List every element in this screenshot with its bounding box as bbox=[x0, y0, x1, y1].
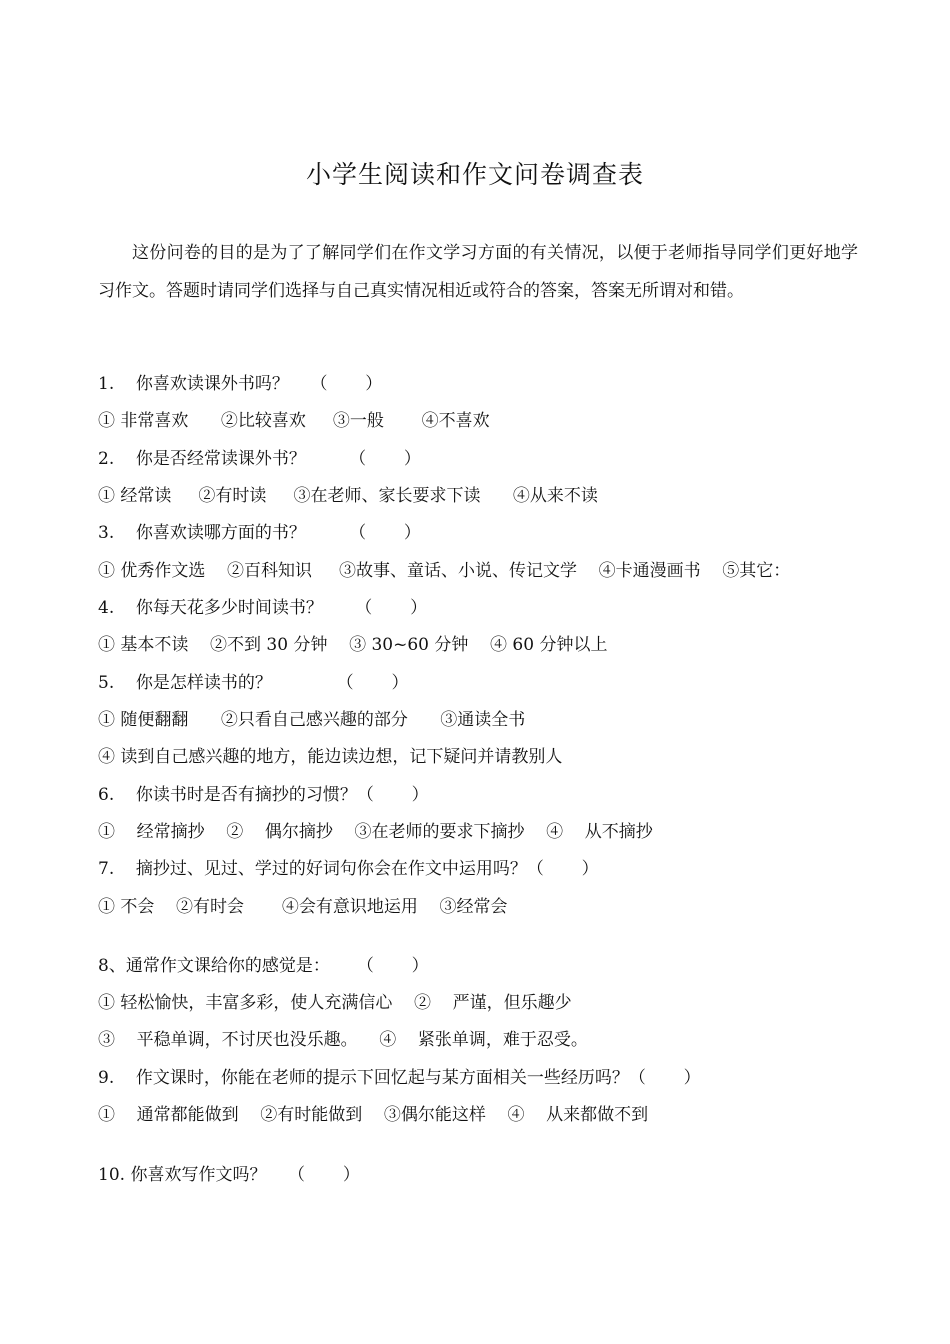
question-9-options: ① 通常都能做到 ②有时能做到 ③偶尔能这样 ④ 从来都做不到 bbox=[98, 1105, 649, 1125]
question-6-options: ① 经常摘抄 ② 偶尔摘抄 ③在老师的要求下摘抄 ④ 从不摘抄 bbox=[98, 822, 653, 842]
question-7-options: ① 不会 ②有时会 ④会有意识地运用 ③经常会 bbox=[98, 897, 508, 917]
question-1: 1. 你喜欢读课外书吗？ （ ） bbox=[98, 374, 383, 394]
question-3: 3. 你喜欢读哪方面的书？ （ ） bbox=[98, 523, 421, 543]
question-3-options: ① 优秀作文选 ②百科知识 ③故事、童话、小说、传记文学 ④卡通漫画书 ⑤其它： bbox=[98, 561, 791, 581]
question-4-options: ① 基本不读 ②不到 30 分钟 ③ 30~60 分钟 ④ 60 分钟以上 bbox=[98, 635, 608, 655]
question-5: 5. 你是怎样读书的？ （ ） bbox=[98, 673, 409, 693]
page-title: 小学生阅读和作文问卷调查表 bbox=[305, 160, 644, 189]
question-4: 4. 你每天花多少时间读书？ （ ） bbox=[98, 598, 428, 618]
question-2-options: ① 经常读 ②有时读 ③在老师、家长要求下读 ④从来不读 bbox=[98, 486, 598, 506]
question-7: 7. 摘抄过、见过、学过的好词句你会在作文中运用吗？（ ） bbox=[98, 859, 599, 879]
question-8: 8、通常作文课给你的感觉是： （ ） bbox=[98, 956, 429, 976]
question-6: 6. 你读书时是否有摘抄的习惯？（ ） bbox=[98, 785, 429, 805]
question-9: 9. 作文课时，你能在老师的提示下回忆起与某方面相关一些经历吗？（ ） bbox=[98, 1068, 701, 1088]
intro-paragraph: 这份问卷的目的是为了了解同学们在作文学习方面的有关情况，以便于老师指导同学们更好地学习作文。答题时请同学们选择与自己真实情况相近或符合的答案，答案无所谓对和错。 bbox=[98, 243, 858, 301]
question-10: 10. 你喜欢写作文吗？ （ ） bbox=[98, 1165, 360, 1185]
question-5-options: ① 随便翻翻 ②只看自己感兴趣的部分 ③通读全书 bbox=[98, 710, 526, 730]
question-8-options: ① 轻松愉快，丰富多彩，使人充满信心 ② 严谨，但乐趣少 bbox=[98, 993, 572, 1013]
question-1-options: ① 非常喜欢 ②比较喜欢 ③一般 ④不喜欢 bbox=[98, 411, 490, 431]
question-5-options-2: ④ 读到自己感兴趣的地方，能边读边想，记下疑问并请教别人 bbox=[98, 747, 563, 767]
question-2: 2. 你是否经常读课外书？ （ ） bbox=[98, 449, 421, 469]
question-8-options-2: ③ 平稳单调，不讨厌也没乐趣。 ④ 紧张单调，难于忍受。 bbox=[98, 1030, 588, 1050]
